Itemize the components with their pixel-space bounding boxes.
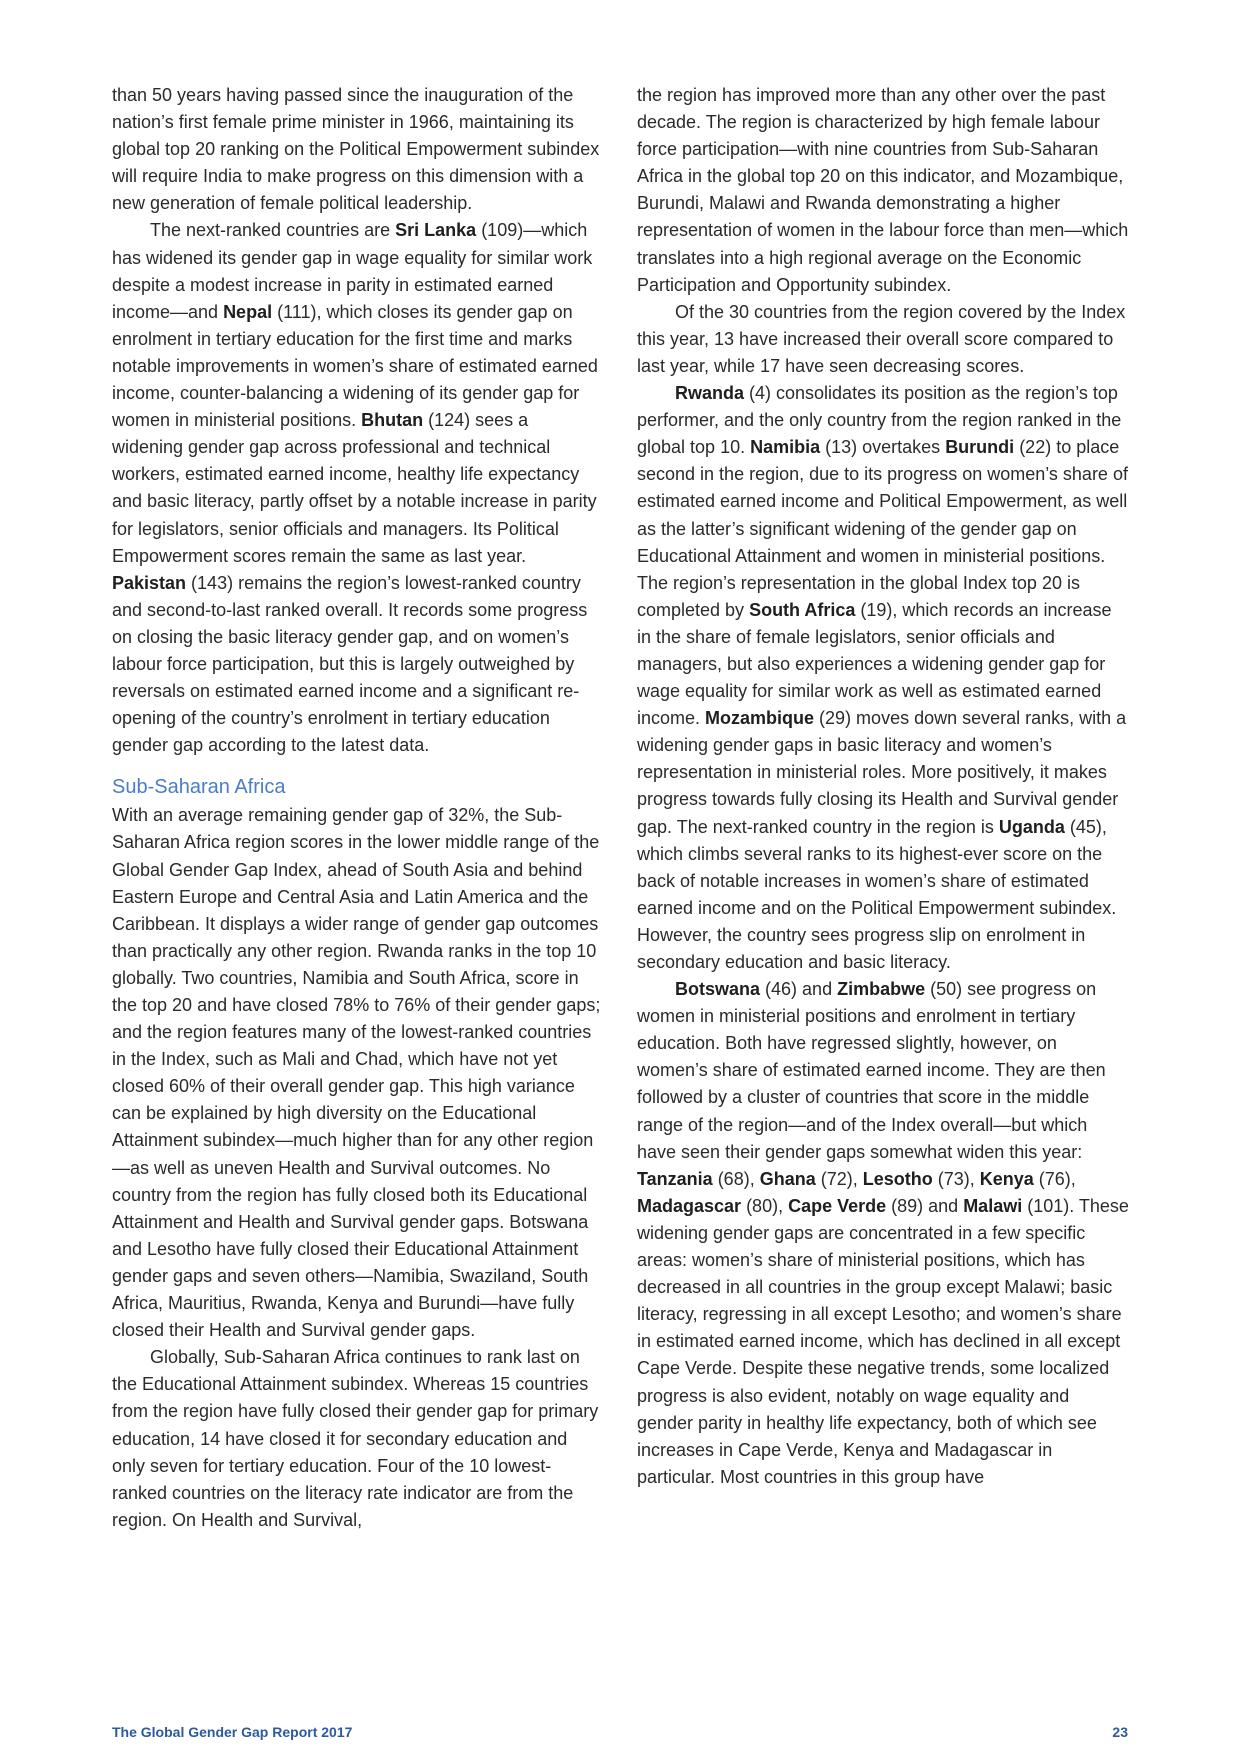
paragraph — [637, 976, 1129, 1491]
paragraph-text: (13) overtakes — [820, 437, 946, 458]
country-name: Madagascar — [637, 1195, 742, 1216]
country-name: South Africa — [749, 599, 856, 620]
country-name: Sri Lanka — [395, 220, 477, 241]
paragraph-text: (68), — [712, 1168, 760, 1189]
country-name: Zimbabwe — [837, 979, 926, 1000]
paragraph — [637, 380, 1129, 976]
paragraph-text: (50) see progress on women in ministerial positions and enrolment in tertiary education. Both have regressed slightly, however, on women’s share of estimated earned income. They are then followed by a cluster of countries that score in the middle range of the region—and of the Index overall—but which have seen their gender gaps somewhat widen this year: — [637, 979, 1106, 1162]
country-name: Botswana — [675, 979, 761, 1000]
paragraph — [637, 82, 1129, 299]
country-name: Nepal — [223, 301, 273, 322]
country-name: Pakistan — [112, 572, 187, 593]
paragraph — [112, 802, 604, 1344]
paragraph-text: (124) sees a widening gender gap across professional and technical workers, estimated earned income, healthy life expectancy and basic literacy, partly offset by a notable increase in parity for legislators, senior officials and managers. Its Political Empowerment scores remain the same as last year. — [112, 410, 597, 566]
paragraph-text: (73), — [932, 1168, 980, 1189]
country-name: Rwanda — [675, 383, 745, 404]
paragraph-text: (72), — [815, 1168, 863, 1189]
paragraph-text: (111), which closes its gender gap on enrolment in tertiary education for the first time and marks notable improvements in women’s share of estimated earned income, counter-balancing a widening of its gender gap for women in ministerial positions. — [112, 301, 598, 431]
paragraph — [112, 1344, 604, 1534]
section-heading: Sub-Saharan Africa — [112, 776, 286, 799]
right-column — [637, 82, 1129, 1491]
country-name: Namibia — [750, 437, 821, 458]
paragraph-text: (19), which records an increase in the share of female legislators, senior officials and managers, but also experiences a widening gender gap for wage equality for similar work as well as estimated earned income. — [637, 599, 1112, 729]
paragraph-text: Of the 30 countries from the region covered by the Index this year, 13 have increased their overall score compared to last year, while 17 have seen decreasing scores. — [637, 301, 1126, 376]
country-name: Malawi — [963, 1195, 1023, 1216]
paragraph-text: (80), — [741, 1195, 789, 1216]
paragraph-text: (45), which climbs several ranks to its highest-ever score on the back of notable increases in women’s share of estimated earned income and on the Political Empowerment subindex. However, the country sees progress slip on enrolment in secondary education and basic literacy. — [637, 816, 1117, 972]
paragraph-text: (101). These widening gender gaps are concentrated in a few specific areas: women’s share of ministerial positions, which has decreased in all countries in the group except Malawi; basic literacy, regressing in all except Lesotho; and women’s share in estimated earned income, which has declined in all except Cape Verde. Despite these negative trends, some localized progress is also evident, notably on wage equality and gender parity in healthy life expectancy, both of which see increases in Cape Verde, Kenya and Madagascar in particular. Most countries in this group have — [637, 1195, 1129, 1487]
country-name: Ghana — [759, 1168, 816, 1189]
paragraph — [112, 217, 604, 759]
country-name: Tanzania — [637, 1168, 713, 1189]
paragraph-text: With an average remaining gender gap of 32%, the Sub-Saharan Africa region scores in the lower middle range of the Global Gender Gap Index, ahead of South Asia and behind Eastern Europe and Central Asia and Latin America and the Caribbean. It displays a wider range of gender gap outcomes than practically any other region. Rwanda ranks in the top 10 globally. Two countries, Namibia and South Africa, score in the top 20 and have closed 78% to 76% of their gender gaps; and the region features many of the lowest-ranked countries in the Index, such as Mali and Chad, which have not yet closed 60% of their overall gender gap. This high variance can be explained by high diversity on the Educational Attainment subindex—much higher than for any other region—as well as uneven Health and Survival outcomes. No country from the region has fully closed both its Educational Attainment and Health and Survival gender gaps. Botswana and Lesotho have fully closed their Educational Attainment gender gaps and seven others—Namibia, Swaziland, South Africa, Mauritius, Rwanda, Kenya and Burundi—have fully closed their Health and Survival gender gaps. — [112, 805, 601, 1341]
footer-report-title: The Global Gender Gap Report 2017 — [112, 1724, 353, 1740]
paragraph-text: (29) moves down several ranks, with a widening gender gaps in basic literacy and women’s representation in ministerial roles. More positively, it makes progress towards fully closing its Health and Survival gender gap. The next-ranked country in the region is — [637, 708, 1127, 837]
country-name: Burundi — [945, 437, 1015, 458]
country-name: Uganda — [998, 816, 1065, 837]
paragraph-text: (4) consolidates its position as the region’s top performer, and the only country from the region ranked in the global top 10. — [637, 383, 1122, 458]
paragraph — [112, 82, 604, 217]
country-name: Mozambique — [705, 708, 815, 729]
paragraph-text: (46) and — [760, 979, 838, 1000]
paragraph-text: (76), — [1033, 1168, 1076, 1189]
paragraph-text: (89) and — [886, 1195, 964, 1216]
paragraph-text: the region has improved more than any other over the past decade. The region is characterized by high female labour force participation—with nine countries from Sub-Saharan Africa in the global top 20 on this indicator, and Mozambique, Burundi, Malawi and Rwanda demonstrating a higher representation of women in the labour force than men—which translates into a high regional average on the Economic Participation and Opportunity subindex. — [637, 85, 1129, 295]
paragraph — [637, 299, 1129, 380]
country-name: Kenya — [979, 1168, 1034, 1189]
footer-page-number: 23 — [1112, 1724, 1128, 1740]
paragraph-text: (109)—which has widened its gender gap in wage equality for similar work despite a modest increase in parity in estimated earned income—and — [112, 220, 593, 322]
paragraph-text: (22) to place second in the region, due to its progress on women’s share of estimated earned income and Political Empowerment, as well as the latter’s significant widening of the gender gap on Educational Attainment and women in ministerial positions. The region’s representation in the global Index top 20 is completed by — [637, 437, 1128, 620]
paragraph-text: The next-ranked countries are — [150, 220, 396, 241]
paragraph-text: Globally, Sub-Saharan Africa continues to rank last on the Educational Attainment subindex. Whereas 15 countries from the region have fully closed their gender gap for primary education, 14 have closed it for secondary education and only seven for tertiary education. Four of the 10 lowest-ranked countries on the literacy rate indicator are from the region. On Health and Survival, — [112, 1347, 599, 1530]
country-name: Lesotho — [862, 1168, 933, 1189]
country-name: Cape Verde — [788, 1195, 887, 1216]
country-name: Bhutan — [361, 410, 424, 431]
left-column — [112, 82, 604, 1534]
paragraph-text: (143) remains the region’s lowest-ranked country and second-to-last ranked overall. It records some progress on closing the basic literacy gender gap, and on women’s labour force participation, but this is largely outweighed by reversals on estimated earned income and a significant re-opening of the country’s enrolment in tertiary education gender gap according to the latest data. — [112, 572, 588, 756]
paragraph-text: than 50 years having passed since the inauguration of the nation’s first female prime minister in 1966, maintaining its global top 20 ranking on the Political Empowerment subindex will require India to make progress on this dimension with a new generation of female political leadership. — [112, 85, 600, 214]
